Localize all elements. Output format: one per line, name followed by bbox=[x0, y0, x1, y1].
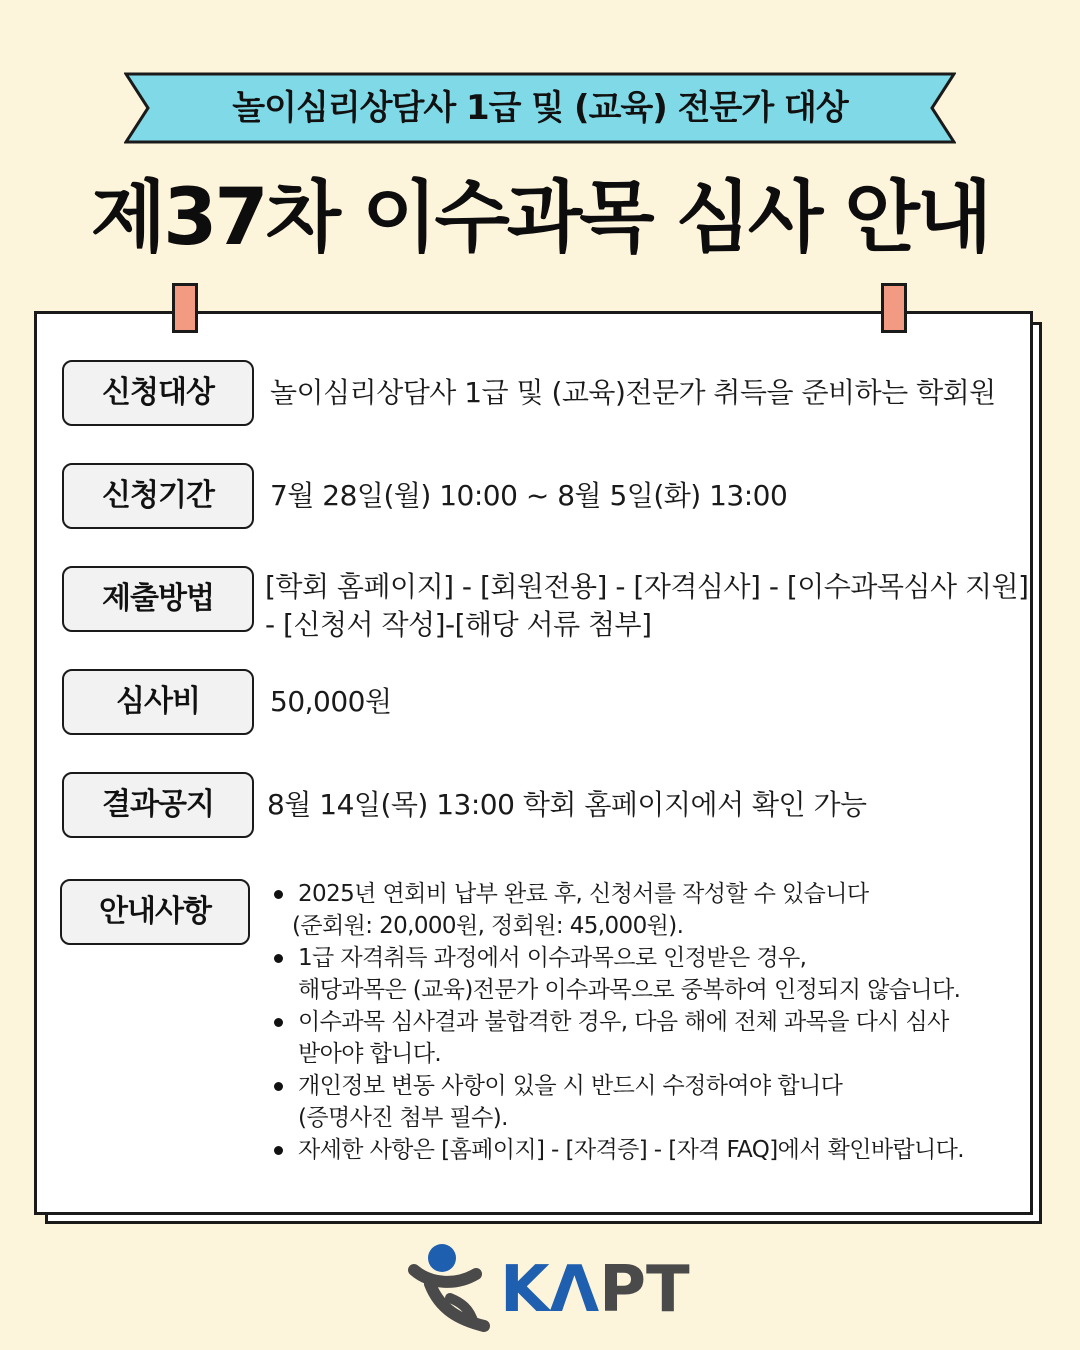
label-period: 신청기간 bbox=[62, 463, 254, 529]
label-result: 결과공지 bbox=[62, 772, 254, 838]
bullet-icon bbox=[274, 1082, 283, 1091]
value-submit-method-line1: [학회 홈페이지] - [회원전용] - [자격심사] - [이수과목심사 지원] bbox=[265, 570, 1029, 603]
list-item: 2025년 연회비 납부 완료 후, 신청서를 작성할 수 있습니다 (준회원: 20,000원, 정회원: 45,000원). bbox=[270, 878, 1010, 942]
kapt-logo bbox=[400, 1240, 690, 1336]
value-submit-method-line2: - [신청서 작성]-[해당 서류 첨부] bbox=[265, 608, 652, 641]
bullet-icon bbox=[274, 954, 283, 963]
bullet-icon bbox=[274, 890, 283, 899]
label-fee: 심사비 bbox=[62, 669, 254, 735]
label-submit-method: 제출방법 bbox=[62, 566, 254, 632]
value-period: 7월 28일(월) 10:00 ~ 8월 5일(화) 13:00 bbox=[270, 479, 788, 512]
bullet-icon bbox=[274, 1146, 283, 1155]
list-item: 1급 자격취득 과정에서 이수과목으로 인정받은 경우, 해당과목은 (교육)전문가 이수과목으로 중복하여 인정되지 않습니다. bbox=[270, 942, 1010, 1006]
notes-list bbox=[270, 878, 1010, 1166]
list-item: 개인정보 변동 사항이 있을 시 반드시 수정하여야 합니다 (증명사진 첨부 필수). bbox=[270, 1070, 1010, 1134]
subtitle-text: 놀이심리상담사 1급 및 (교육) 전문가 대상 bbox=[232, 88, 848, 128]
label-notes: 안내사항 bbox=[60, 879, 250, 945]
list-item: 자세한 사항은 [홈페이지] - [자격증] - [자격 FAQ]에서 확인바랍니다. bbox=[270, 1134, 1010, 1166]
value-applicant: 놀이심리상담사 1급 및 (교육)전문가 취득을 준비하는 학회원 bbox=[270, 376, 996, 409]
value-result: 8월 14일(목) 13:00 학회 홈페이지에서 확인 가능 bbox=[267, 788, 867, 821]
person-figure-icon bbox=[400, 1240, 500, 1336]
clip-right bbox=[881, 283, 907, 333]
list-item: 이수과목 심사결과 불합격한 경우, 다음 해에 전체 과목을 다시 심사 받아야 합니다. bbox=[270, 1006, 1010, 1070]
logo-wordmark: KΛPT bbox=[500, 1253, 690, 1327]
value-fee: 50,000원 bbox=[270, 685, 392, 718]
clip-left bbox=[172, 283, 198, 333]
label-applicant: 신청대상 bbox=[62, 360, 254, 426]
bullet-icon bbox=[274, 1018, 283, 1027]
subtitle-ribbon bbox=[124, 72, 956, 144]
page-title: 제37차 이수과목 심사 안내 bbox=[90, 173, 990, 263]
